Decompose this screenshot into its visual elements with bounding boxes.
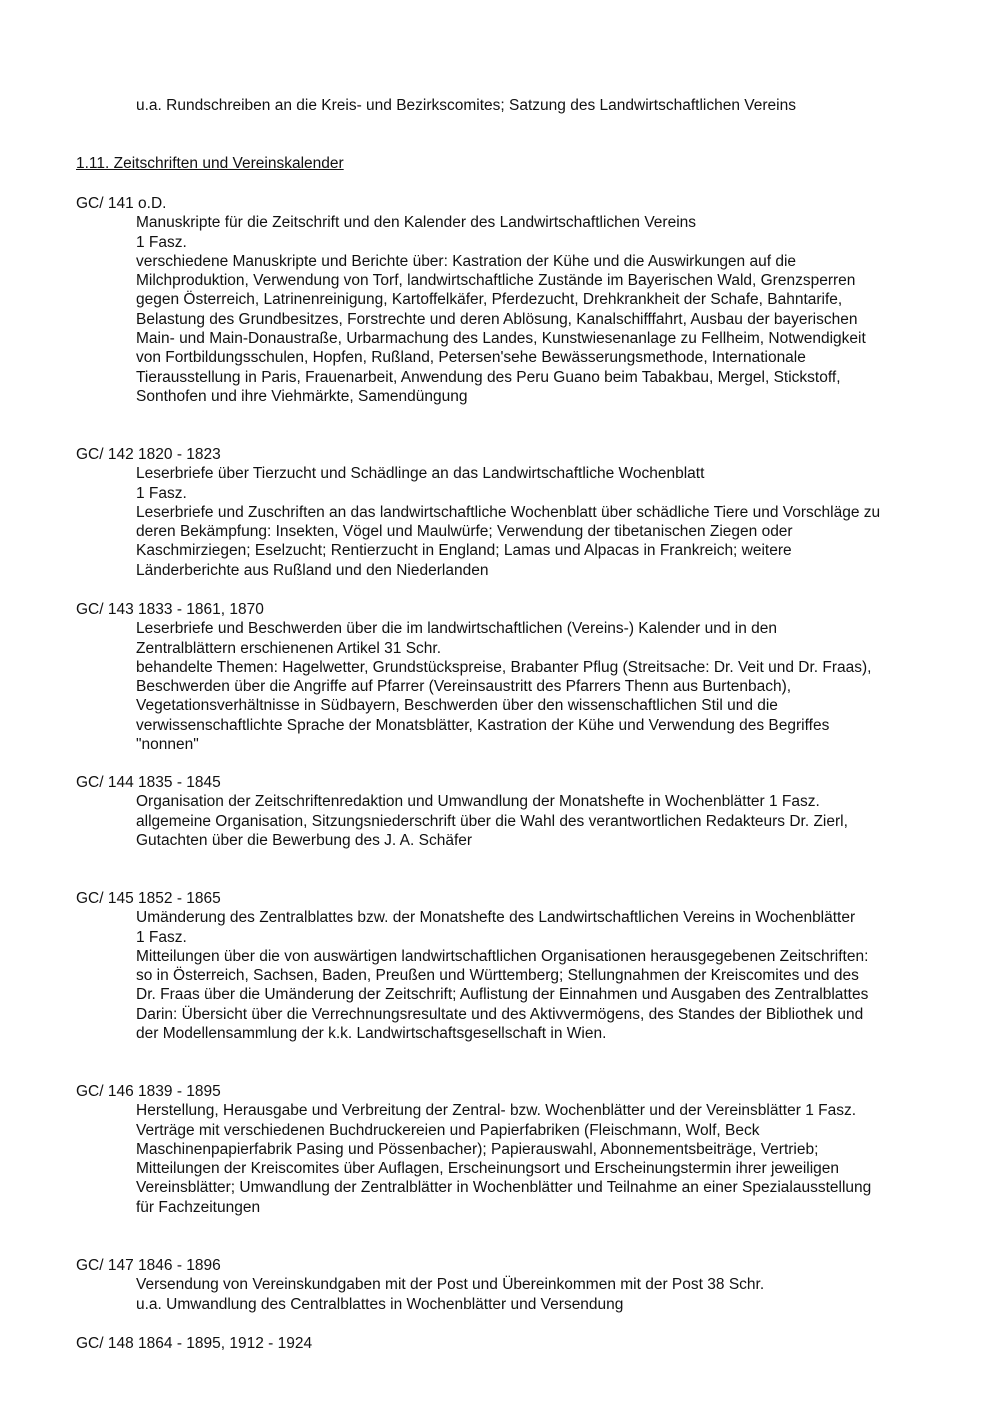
record-entry-146 <box>76 1082 896 1217</box>
record-extent: 1 Fasz. <box>136 233 187 251</box>
record-title <box>136 619 881 658</box>
intro-text: u.a. Rundschreiben an die Kreis- und Bezirkscomites; Satzung des Landwirtschaftlichen Vereins <box>136 97 796 114</box>
record-entry-142 <box>76 445 896 580</box>
record-entry-144 <box>76 773 896 850</box>
record-title <box>136 908 881 947</box>
record-entry-147 <box>76 1256 896 1314</box>
record-description: Mitteilungen über die von auswärtigen landwirtschaftlichen Organisationen herausgegebenen Zeitschriften: so in Österreich, Sachsen, Baden, Preußen und Württemberg; Stellungnahmen der Kreiscomites und des Dr. Fraas über die Umänderung der Zeitschrift; Auflistung der Einnahmen und Ausgaben des Zentralblattes <box>136 947 869 1004</box>
record-extent: 1 Fasz. <box>136 928 187 946</box>
record-title <box>136 213 881 252</box>
record-extent: 1 Fasz. <box>769 793 820 811</box>
record-signature: GC/ 141 o.D. <box>76 195 167 212</box>
record-darin-note: Darin: Übersicht über die Verrechnungsresultate und des Aktivvermögens, des Standes der Bibliothek und der Modellensammlung der k.k. Landwirtschaftsgesellschaft in Wien. <box>136 1005 864 1043</box>
record-description: behandelte Themen: Hagelwetter, Grundstückspreise, Brabanter Pflug (Streitsache: Dr. Veit und Dr. Fraas), Beschwerden über die Angriffe auf Pfarrer (Vereinsaustritt des Pfarrers Thenn aus Burtenbach), Vegetationsverhältnisse in Südbayern, Beschwerden über den wissenschaftlichen Stil und die verwissenschaftlichte Sprache der Monatsblätter, Kastration der Kühe und Verwendung des Begriffes "nonnen" <box>136 658 872 754</box>
record-description: allgemeine Organisation, Sitzungsniederschrift über die Wahl des verantwortlichen Redakteurs Dr. Zierl, Gutachten über die Bewerbung des J. A. Schäfer <box>136 812 848 849</box>
record-title-text: Versendung von Vereinskundgaben mit der Post und Übereinkommen mit der Post <box>136 1276 703 1294</box>
record-title <box>136 792 881 811</box>
record-signature: GC/ 142 1820 - 1823 <box>76 446 221 463</box>
record-description: Verträge mit verschiedenen Buchdruckereien und Papierfabriken (Fleischmann, Wolf, Beck Maschinenpapierfabrik Pasing und Pössenbacher); Papierauswahl, Abonnementsbeiträge, Vertrieb; Mitteilungen der Kreiscomites über Auflagen, Erscheinungsort und Erscheinungstermin ihrer jeweiligen Vereinsblätter; Umwandlung der Zentralblätter in Wochenblätter und Teilnahme an einer Spezialausstellung für Fachzeitungen <box>136 1121 872 1216</box>
record-title-text: Organisation der Zeitschriftenredaktion und Umwandlung der Monatshefte in Wochenblätter <box>136 793 765 811</box>
record-extent: 38 Schr. <box>707 1276 765 1294</box>
record-description: Leserbriefe und Zuschriften an das landwirtschaftliche Wochenblatt über schädliche Tiere und Vorschläge zu deren Bekämpfung: Insekten, Vögel und Maulwürfe; Verwendung der tibetanischen Ziegen oder Kaschmirziegen; Eselzucht; Rentierzucht in England; Lamas und Alpacas in Frankreich; weitere Länderberichte aus Rußland und den Niederlanden <box>136 503 881 579</box>
record-extent: 31 Schr. <box>384 639 442 657</box>
record-signature: GC/ 146 1839 - 1895 <box>76 1083 221 1100</box>
record-title-text: Manuskripte für die Zeitschrift und den Kalender des Landwirtschaftlichen Vereins <box>136 214 697 232</box>
record-entry-141 <box>76 194 896 406</box>
record-signature: GC/ 144 1835 - 1845 <box>76 774 221 791</box>
record-title <box>136 1101 881 1120</box>
record-signature: GC/ 147 1846 - 1896 <box>76 1257 221 1274</box>
record-title-text: Leserbriefe über Tierzucht und Schädlinge an das Landwirtschaftliche Wochenblatt <box>136 465 705 483</box>
record-extent: 1 Fasz. <box>136 484 187 502</box>
record-extent: 1 Fasz. <box>805 1102 857 1120</box>
record-signature: GC/ 143 1833 - 1861, 1870 <box>76 601 264 618</box>
record-signature: GC/ 148 1864 - 1895, 1912 - 1924 <box>76 1335 313 1352</box>
record-title <box>136 1275 881 1294</box>
record-title-text: Umänderung des Zentralblattes bzw. der Monatshefte des Landwirtschaftlichen Vereins in Wochenblätter <box>136 909 856 927</box>
record-title-text: Leserbriefe und Beschwerden über die im landwirtschaftlichen (Vereins-) Kalender und in den Zentralblättern erschienenen Artikel <box>136 620 778 657</box>
record-entry-145 <box>76 889 896 1043</box>
record-description: verschiedene Manuskripte und Berichte über: Kastration der Kühe und die Auswirkungen auf die Milchproduktion, Verwendung von Torf, landwirtschaftliche Zustände im Bayerischen Wald, Grenzsperren gegen Österreich, Latrinenreinigung, Kartoffelkäfer, Pferdezucht, Drehkrankheit der Schafe, Bahntarife, Belastung des Grundbesitzes, Forstrechte und deren Ablösung, Kanalschifffahrt, Ausbau der bayerischen Main- und Main-Donaustraße, Urbarmachung des Landes, Kunstwiesenanlage zu Fellheim, Notwendigkeit von Fortbildungsschulen, Hopfen, Rußland, Petersen'sehe Bewässerungsmethode, Internationale Tierausstellung in Paris, Frauenarbeit, Anwendung des Peru Guano beim Tabakbau, Mergel, Stickstoff, Sonthofen und ihre Viehmärkte, Samendüngung <box>136 252 866 405</box>
section-title: 1.11. Zeitschriften und Vereinskalender <box>76 155 344 172</box>
record-title <box>136 464 881 503</box>
record-entry-143 <box>76 600 896 754</box>
record-signature: GC/ 145 1852 - 1865 <box>76 890 221 907</box>
record-title-text: Herstellung, Herausgabe und Verbreitung der Zentral- bzw. Wochenblätter und der Vereinsblätter <box>136 1102 801 1120</box>
record-entry-148 <box>76 1334 896 1353</box>
record-description: u.a. Umwandlung des Centralblattes in Wochenblätter und Versendung <box>136 1295 624 1313</box>
